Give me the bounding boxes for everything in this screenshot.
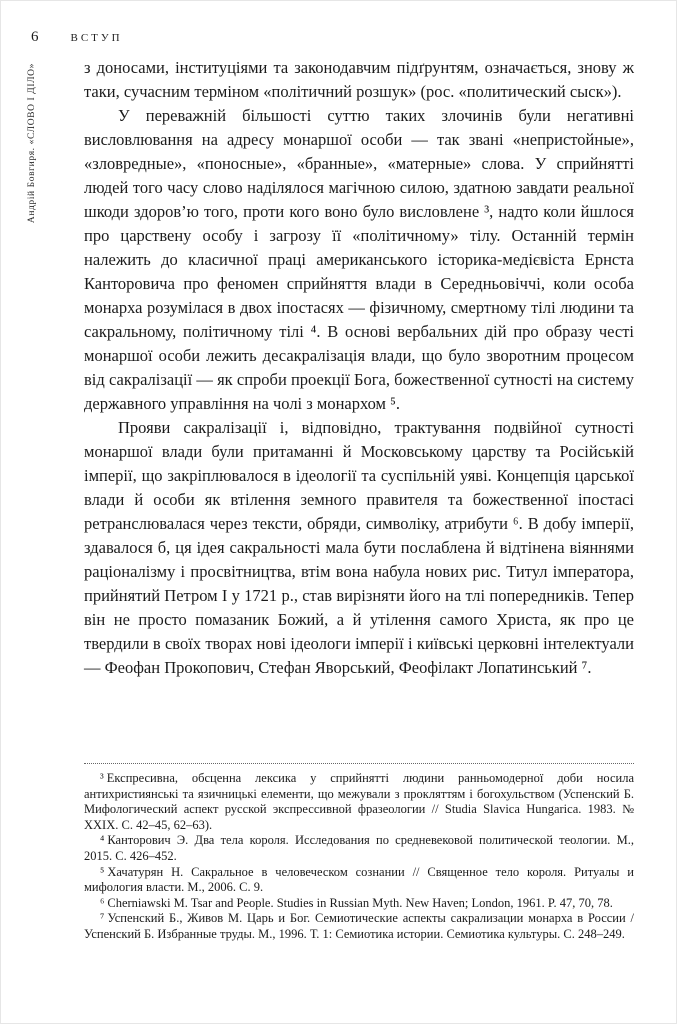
paragraph: Прояви сакралізації і, відповідно, трактування подвійної сутності монаршої влади були притаманні й Московському царству та Російській імперії, що закріплювалося в ідеології та суспільній уяві. Концепція царської влади й особи як втілення земного правителя та божественної іпостасі ретранслювалася через тексти, обряди, символіку, атрибути ⁶. В добу імперії, здавалося б, ця ідея сакральності мала бути послаблена й відтінена віяннями раціоналізму і просвітництва, втім вона набула нових рис. Титул імператора, прийнятий Петром І у 1721 р., став вирізняти його на тлі попередників. Тепер він не просто помазаник Божий, а й утілення самого Христа, як про це твердили в своїх творах нові ідеологи імперії і київські церковні інтелектуали — Феофан Прокопович, Стефан Яворський, Феофілакт Лопатинський ⁷.	[84, 418, 634, 677]
running-header-title: ВСТУП	[70, 32, 123, 44]
footnote-marker: ⁶	[100, 895, 105, 910]
footnotes-section	[84, 763, 634, 943]
footnote-text: Успенский Б., Живов М. Царь и Бог. Семиотические аспекты сакрализации монарха в России / Успенский Б. Избранные труды. М., 1996. Т. 1: Семиотика истории. Семиотика культуры. С. 248–249.	[84, 911, 634, 941]
sidebar-author-book-title: Андрій Бовгиря. «СЛОВО І ДІЛО»	[27, 63, 37, 224]
footnote	[84, 771, 634, 833]
page-number: 6	[31, 29, 39, 45]
footnote	[84, 911, 634, 942]
footnote-text: Хачатурян Н. Сакральное в человеческом сознании // Священное тело короля. Ритуалы и мифология власти. М., 2006. С. 9.	[84, 864, 634, 895]
main-text-block	[84, 56, 634, 680]
footnote-text: Експресивна, обсценна лексика у сприйнятті людини ранньомодерної доби носила антихристиянські та язичницькі елементи, що межували з прокляттям і богохульством (Успенский Б. Мифологический аспект русской экспрессивной фразеологии // Studia Slavica Hungarica. 1983. № XXIX. С. 42–45, 62–63).	[84, 771, 634, 832]
footnote	[84, 833, 634, 864]
footnote	[84, 865, 634, 896]
footnote-text: Канторович Э. Два тела короля. Исследования по средневековой политической теологии. М., 2015. С. 426–452.	[84, 833, 634, 863]
footnote-marker: ³	[100, 771, 104, 785]
paragraph: з доносами, інституціями та законодавчим підґрунтям, означається, знову ж таки, сучасним терміном «політичний розшук» (рос. «политический сыск»).	[84, 58, 634, 101]
footnote-marker: ⁷	[100, 911, 105, 926]
footnote-marker: ⁴	[100, 833, 105, 848]
running-header-row	[31, 29, 123, 46]
footnote-text: Cherniawski M. Tsar and People. Studies in Russian Myth. New Haven; London, 1961. P. 47, 70, 78.	[107, 895, 613, 910]
footnote-marker: ⁵	[100, 864, 105, 879]
paragraph: У переважній більшості суттю таких злочинів були негативні висловлювання на адресу монаршої особи — так звані «непристойные», «зловредные», «поносные», «бранные», «матерные» слова. У сприйнятті людей того часу слово наділялося магічною силою, здатною завдати реальної шкоди здоров’ю того, проти кого воно було висловлене ³, надто коли йшлося про царствену особу і загрозу її «політичному» тілу. Останній термін належить до класичної праці американського історика-медієвіста Ернста Канторовича про феномен сприйняття влади в Середньовіччі, коли особа монарха розумілася в двох іпостасях — фізичному, смертному тілі людини та сакральному, політичному тілі ⁴. В основі вербальних дій про образу честі монаршої особи лежить десакралізація влади, що було зворотним процесом від сакралізації — як спроби проекції Бога, божественної сутності на систему державного управління на чолі з монархом ⁵.	[84, 106, 634, 413]
footnote	[84, 896, 634, 912]
